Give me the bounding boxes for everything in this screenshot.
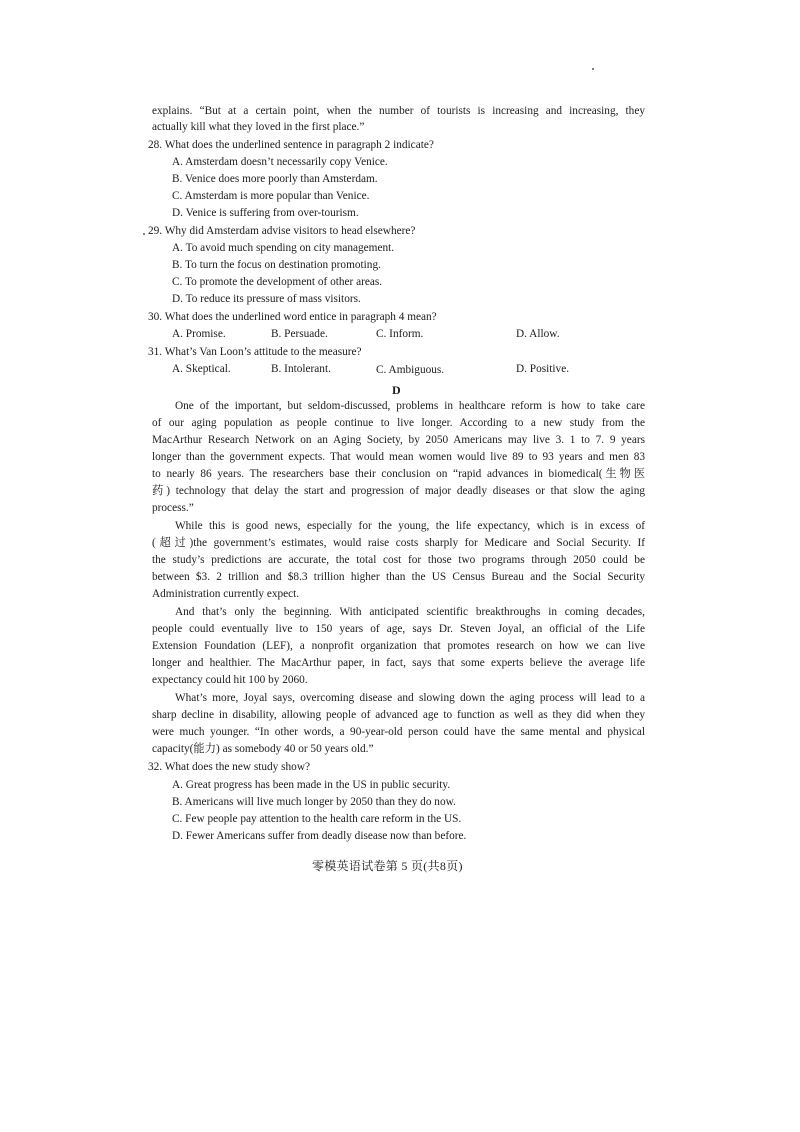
question-31-option-b: B. Intolerant. bbox=[271, 363, 331, 375]
question-29-option-a: A. To avoid much spending on city management. bbox=[172, 242, 395, 254]
question-32-option-d: D. Fewer Americans suffer from deadly disease now than before. bbox=[172, 830, 467, 842]
passage-d-p4-line-1: What’s more, Joyal says, overcoming disease and slowing down the aging process will lead to a bbox=[175, 692, 645, 704]
passage-d-p4-line-3: were much younger. “In other words, a 90-year-old person could have the same mental and physical bbox=[152, 726, 645, 738]
question-28-option-a: A. Amsterdam doesn’t necessarily copy Venice. bbox=[172, 156, 388, 168]
question-29-option-b: B. To turn the focus on destination promoting. bbox=[172, 259, 381, 271]
passage-d-p2-line-4: between $3. 2 trillion and $8.3 trillion higher than the US Census Bureau and the Social Security bbox=[152, 571, 645, 583]
scan-speck bbox=[592, 68, 594, 70]
passage-d-p3-line-2: people could eventually live to 150 years of age, says Dr. Steven Joyal, an official of the Life bbox=[152, 623, 645, 635]
question-31-stem: 31. What’s Van Loon’s attitude to the measure? bbox=[148, 346, 362, 358]
passage-d-p3-line-4: longer and healthier. The MacArthur paper, in fact, says that some experts believe the average life bbox=[152, 657, 645, 669]
question-31-option-a: A. Skeptical. bbox=[172, 363, 231, 375]
passage-d-p1-line-2: of our aging population as people continue to live longer. According to a new study from the bbox=[152, 417, 645, 429]
passage-d-p2-line-1: While this is good news, especially for the young, the life expectancy, which is in excess of bbox=[175, 520, 645, 532]
passage-d-p4-line-2: sharp decline in disability, allowing people of advanced age to function as well as they did when they bbox=[152, 709, 645, 721]
top-paragraph-line-2: actually kill what they loved in the first place.” bbox=[152, 121, 365, 133]
passage-d-p1-line-5: to nearly 86 years. The researchers base their conclusion on “rapid advances in biomedical(生物医 bbox=[152, 468, 645, 480]
passage-d-p2-line-3: the study’s predictions are accurate, the total cost for those two programs through 2050 could be bbox=[152, 554, 645, 566]
question-28-stem: 28. What does the underlined sentence in paragraph 2 indicate? bbox=[148, 139, 434, 151]
passage-d-p2-line-2: (超过)the government’s estimates, would raise costs sharply for Medicare and Social Security. If bbox=[152, 537, 645, 549]
scan-speck bbox=[143, 233, 145, 235]
question-32-option-b: B. Americans will live much longer by 2050 than they do now. bbox=[172, 796, 456, 808]
question-29-option-d: D. To reduce its pressure of mass visitors. bbox=[172, 293, 361, 305]
passage-d-p1-line-3: MacArthur Research Network on an Aging Society, by 2050 Americans may live 3. 1 to 7. 9 years bbox=[152, 434, 645, 446]
question-30-option-c: C. Inform. bbox=[376, 328, 424, 340]
question-28-option-b: B. Venice does more poorly than Amsterdam. bbox=[172, 173, 378, 185]
passage-d-p1-line-7: process.” bbox=[152, 502, 194, 514]
question-30-option-b: B. Persuade. bbox=[271, 328, 328, 340]
section-heading-d: D bbox=[392, 383, 401, 397]
passage-d-p3-line-5: expectancy could hit 100 by 2060. bbox=[152, 674, 308, 686]
passage-d-p2-line-5: Administration currently expect. bbox=[152, 588, 300, 600]
question-30-option-a: A. Promise. bbox=[172, 328, 226, 340]
question-28-option-d: D. Venice is suffering from over-tourism. bbox=[172, 207, 359, 219]
question-28-option-c: C. Amsterdam is more popular than Venice. bbox=[172, 190, 370, 202]
passage-d-p4-line-4: capacity(能力) as somebody 40 or 50 years old.” bbox=[152, 743, 374, 755]
passage-d-p3-line-3: Extension Foundation (LEF), a nonprofit organization that promotes research on how we can live bbox=[152, 640, 645, 652]
passage-d-p1-line-6: 药) technology that delay the start and progression of major deadly diseases or that slow the aging bbox=[152, 485, 645, 497]
question-29-option-c: C. To promote the development of other areas. bbox=[172, 276, 383, 288]
page-footer: 零模英语试卷第 5 页(共8页) bbox=[312, 859, 463, 873]
question-29-stem: 29. Why did Amsterdam advise visitors to head elsewhere? bbox=[148, 225, 416, 237]
question-30-option-d: D. Allow. bbox=[516, 328, 560, 340]
question-32-stem: 32. What does the new study show? bbox=[148, 761, 311, 773]
question-32-option-c: C. Few people pay attention to the health care reform in the US. bbox=[172, 813, 462, 825]
passage-d-p1-line-1: One of the important, but seldom-discussed, problems in healthcare reform is how to take care bbox=[175, 400, 645, 412]
question-30-stem: 30. What does the underlined word entice in paragraph 4 mean? bbox=[148, 311, 437, 323]
passage-d-p3-line-1: And that’s only the beginning. With anticipated scientific breakthroughs in coming decades, bbox=[175, 606, 645, 618]
top-paragraph-line-1: explains. “But at a certain point, when the number of tourists is increasing and increasing, they bbox=[152, 105, 645, 117]
question-32-option-a: A. Great progress has been made in the US in public security. bbox=[172, 779, 451, 791]
question-31-option-d: D. Positive. bbox=[516, 363, 570, 375]
passage-d-p1-line-4: longer than the government expects. That would mean women would live 89 to 93 years and men 83 bbox=[152, 451, 645, 463]
question-31-option-c: C. Ambiguous. bbox=[376, 364, 445, 376]
